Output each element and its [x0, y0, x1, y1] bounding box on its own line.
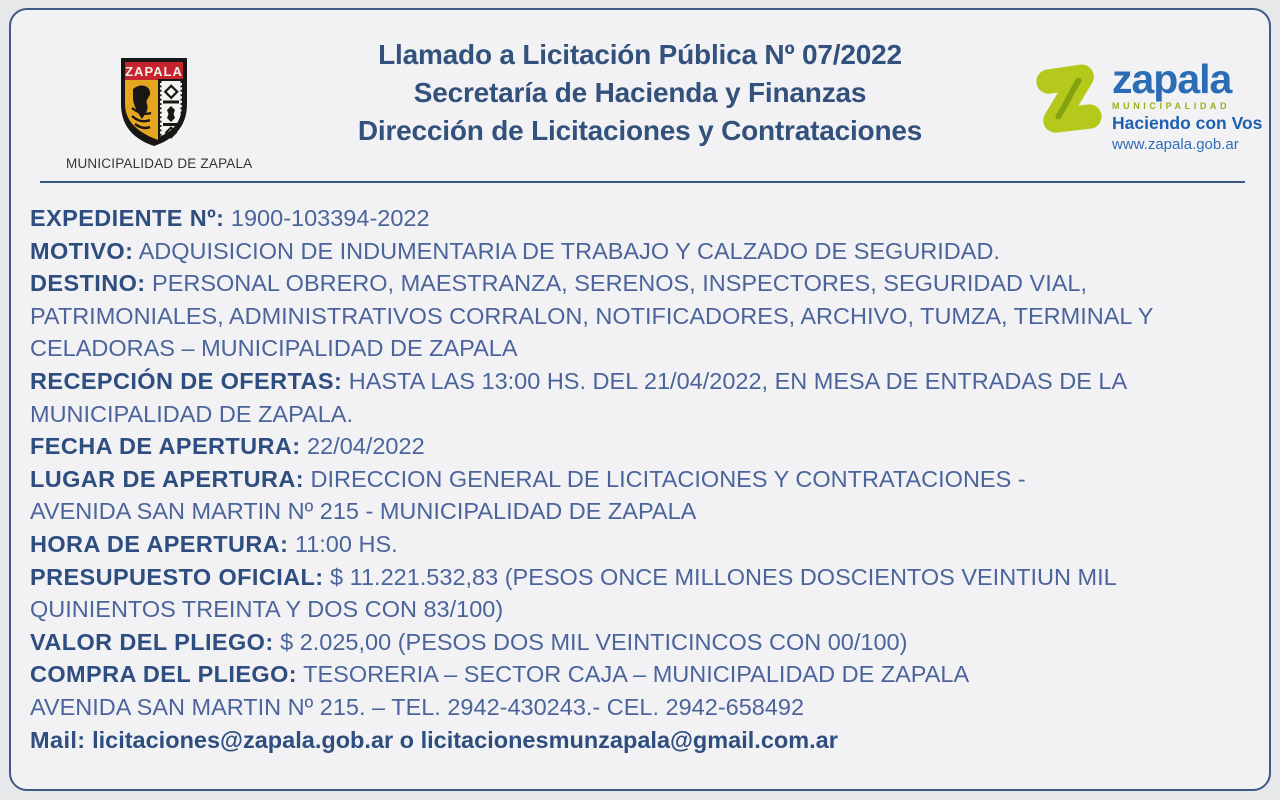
- zapala-z-logo-icon: [1032, 60, 1106, 142]
- field-row-valor-pliego: [30, 626, 1242, 659]
- field-label: EXPEDIENTE Nº:: [30, 205, 225, 231]
- field-row-lugar-apertura: [30, 463, 1242, 496]
- brand-text-block: [1112, 56, 1263, 153]
- field-label: RECEPCIÓN DE OFERTAS:: [30, 367, 343, 394]
- field-label: MOTIVO:: [30, 237, 134, 264]
- field-value: 1900-103394-2022: [230, 205, 430, 231]
- field-value: AVENIDA SAN MARTIN Nº 215. – TEL. 2942-430243.- CEL. 2942-658492: [30, 693, 805, 720]
- field-row-motivo: [30, 235, 1242, 268]
- title-line-3: Dirección de Licitaciones y Contrataciones: [357, 115, 923, 146]
- field-row-destino: [30, 267, 1242, 365]
- title-line-1: Llamado a Licitación Pública Nº 07/2022: [378, 39, 902, 70]
- field-label: Mail:: [30, 726, 86, 753]
- field-row-presupuesto: [30, 561, 1242, 626]
- field-label: DESTINO:: [30, 270, 146, 297]
- field-label: LUGAR DE APERTURA:: [30, 465, 304, 492]
- coat-of-arms-caption: MUNICIPALIDAD DE ZAPALA: [66, 156, 253, 171]
- field-label: HORA DE APERTURA:: [30, 530, 289, 557]
- shield-band-text: ZAPALA: [125, 64, 183, 79]
- brand-subtitle: MUNICIPALIDAD: [1112, 101, 1231, 111]
- field-value: PERSONAL OBRERO, MAESTRANZA, SERENOS, INSPECTORES, SEGURIDAD VIAL, PATRIMONIALES, ADMINISTRATIVOS CORRALON, NOTIFICADORES, ARCHIVO, TUMZA, TERMINAL Y CELADORAS – MUNICIPALIDAD DE ZAPALA: [30, 270, 1153, 362]
- zapala-brand-block: [1032, 56, 1263, 153]
- field-value: DIRECCION GENERAL DE LICITACIONES Y CONTRATACIONES -: [310, 465, 1026, 492]
- field-row-lugar-apertura-cont: [30, 495, 1242, 528]
- field-row-compra-pliego-cont: [30, 691, 1242, 724]
- field-row-recepcion: [30, 365, 1242, 430]
- field-label: PRESUPUESTO OFICIAL:: [30, 563, 324, 590]
- field-value: 11:00 HS.: [294, 530, 398, 557]
- field-label: FECHA DE APERTURA:: [30, 433, 301, 460]
- field-value: AVENIDA SAN MARTIN Nº 215 - MUNICIPALIDAD DE ZAPALA: [30, 498, 697, 525]
- header-divider-line: [40, 181, 1245, 183]
- field-value: $ 11.221.532,83 (PESOS ONCE MILLONES DOSCIENTOS VEINTIUN MIL QUINIENTOS TREINTA Y DOS CON 83/100): [30, 563, 1116, 623]
- field-value: HASTA LAS 13:00 HS. DEL 21/04/2022, EN MESA DE ENTRADAS DE LA MUNICIPALIDAD DE ZAPALA.: [30, 367, 1126, 427]
- field-row-expediente: [30, 202, 1242, 235]
- field-row-mail: [30, 724, 1242, 757]
- field-label: COMPRA DEL PLIEGO:: [30, 661, 298, 688]
- field-value: TESORERIA – SECTOR CAJA – MUNICIPALIDAD DE ZAPALA: [303, 661, 970, 688]
- brand-tagline: Haciendo con Vos: [1112, 113, 1263, 133]
- field-value: ADQUISICION DE INDUMENTARIA DE TRABAJO Y CALZADO DE SEGURIDAD.: [138, 237, 1000, 264]
- field-label: VALOR DEL PLIEGO:: [30, 628, 274, 655]
- field-row-hora-apertura: [30, 528, 1242, 561]
- brand-name: zapala: [1112, 56, 1232, 102]
- field-value: licitaciones@zapala.gob.ar o licitacionesmunzapala@gmail.com.ar: [92, 726, 838, 753]
- brand-website: www.zapala.gob.ar: [1112, 136, 1239, 153]
- tender-details: [30, 202, 1242, 756]
- field-value: 22/04/2022: [307, 433, 425, 460]
- field-value: $ 2.025,00 (PESOS DOS MIL VEINTICINCOS CON 00/100): [280, 628, 908, 655]
- field-row-compra-pliego: [30, 658, 1242, 691]
- title-line-2: Secretaría de Hacienda y Finanzas: [413, 77, 867, 108]
- field-row-fecha-apertura: [30, 430, 1242, 463]
